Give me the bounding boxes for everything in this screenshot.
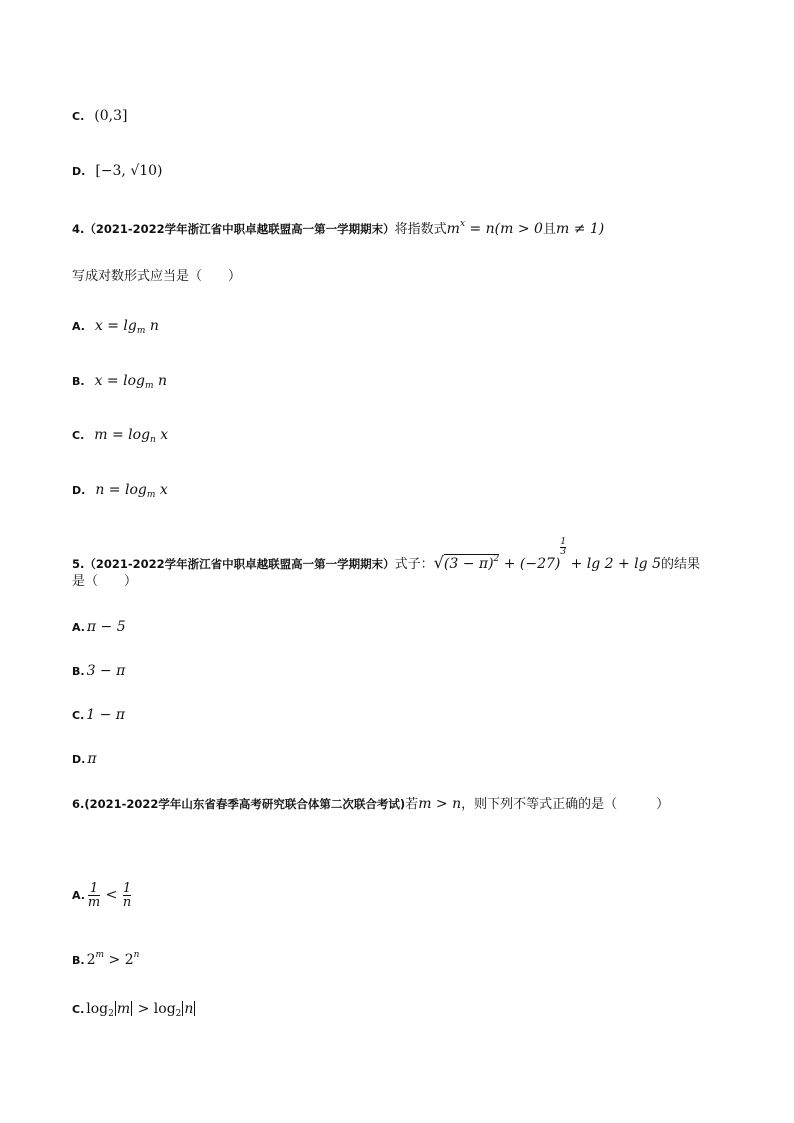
fraction-denominator: 3 bbox=[560, 547, 567, 557]
question-6-stem bbox=[72, 794, 669, 815]
question-5-stem-line2 bbox=[72, 571, 137, 592]
option-label: C. bbox=[72, 709, 85, 722]
option-math: x bbox=[155, 482, 168, 498]
radicand: (3 − π) bbox=[443, 556, 494, 572]
radical-sign: √ bbox=[433, 553, 444, 572]
math-function: log bbox=[86, 1001, 109, 1017]
option-label: C. bbox=[72, 429, 85, 442]
question-5-stem bbox=[72, 538, 700, 575]
abs-bar bbox=[115, 1001, 116, 1016]
conjunction: 且 bbox=[542, 222, 556, 237]
option-label: B. bbox=[72, 954, 85, 967]
question-source: 5.（2021-2022学年浙江省中职卓越联盟高一第一学期期末） bbox=[72, 557, 395, 571]
math-subscript: 2 bbox=[108, 1009, 114, 1019]
option-math: m = log bbox=[94, 427, 151, 443]
fraction-exponent bbox=[560, 538, 566, 557]
math-expression: + (−27) bbox=[499, 556, 561, 572]
question-source: 4.（2021-2022学年浙江省中职卓越联盟高一第一学期期末） bbox=[72, 222, 395, 236]
math-exponent: n bbox=[133, 950, 140, 960]
option-label: D. bbox=[72, 753, 86, 766]
option-c-prev bbox=[72, 106, 127, 127]
option-math: π − 5 bbox=[86, 619, 126, 635]
option-math: n bbox=[153, 373, 167, 389]
fraction bbox=[123, 882, 131, 909]
math-expression: + lg 2 + lg 5 bbox=[566, 556, 661, 572]
option-math: x bbox=[155, 427, 169, 443]
option-math: 1 − π bbox=[86, 707, 126, 723]
math-base: m bbox=[446, 221, 460, 237]
fraction-denominator: m bbox=[87, 894, 101, 910]
fraction-numerator: 1 bbox=[560, 537, 567, 547]
option-label: B. bbox=[72, 375, 85, 388]
option-math: [−3, √10) bbox=[95, 163, 163, 179]
option-label: A. bbox=[72, 320, 85, 333]
question-4-option-c bbox=[72, 425, 168, 450]
math-expression: = n(m > 0 bbox=[465, 221, 543, 237]
question-text: 写成对数形式应当是（ ） bbox=[72, 269, 242, 284]
question-5-option-c bbox=[72, 705, 125, 726]
question-6-option-a bbox=[72, 880, 132, 911]
math-condition: m > n bbox=[418, 796, 462, 812]
question-4-option-a bbox=[72, 316, 159, 341]
option-label: B. bbox=[72, 665, 85, 678]
math-exponent: m bbox=[95, 950, 105, 960]
option-label: A. bbox=[72, 621, 85, 634]
math-operator: < bbox=[101, 887, 122, 903]
math-subscript: m bbox=[146, 490, 156, 500]
math-subscript: n bbox=[150, 435, 156, 445]
option-math: 3 − π bbox=[86, 663, 126, 679]
question-5-option-b bbox=[72, 661, 125, 682]
math-base: 2 bbox=[124, 952, 134, 968]
math-subscript: m bbox=[144, 381, 154, 391]
math-function: log bbox=[153, 1001, 176, 1017]
option-math: n bbox=[145, 318, 159, 334]
option-math: x = log bbox=[94, 373, 145, 389]
math-expression: m ≠ 1) bbox=[555, 221, 605, 237]
option-math: (0,3] bbox=[94, 108, 128, 124]
question-source: 6.(2021-2022学年山东省春季高考研究联合体第二次联合考试) bbox=[72, 797, 406, 811]
option-math: x = lg bbox=[94, 318, 137, 334]
option-label: D. bbox=[72, 484, 86, 497]
abs-bar bbox=[131, 1001, 132, 1016]
abs-bar bbox=[194, 1001, 195, 1016]
option-label: A. bbox=[72, 889, 85, 902]
question-text: 的结果 bbox=[660, 557, 700, 572]
fraction bbox=[88, 882, 100, 909]
question-text: 式子： bbox=[394, 557, 434, 572]
option-math: π bbox=[87, 751, 97, 767]
fraction-numerator: 1 bbox=[89, 880, 99, 896]
question-text: ，则下列不等式正确的是（ ） bbox=[461, 797, 670, 812]
question-5-option-a bbox=[72, 617, 126, 638]
option-d-prev bbox=[72, 161, 163, 182]
option-label: C. bbox=[72, 1003, 85, 1016]
question-6-option-c bbox=[72, 999, 196, 1024]
option-label: D. bbox=[72, 165, 86, 178]
fraction-numerator: 1 bbox=[122, 880, 132, 896]
question-4-option-b bbox=[72, 371, 167, 396]
fraction-denominator: n bbox=[122, 894, 132, 910]
math-operator: > bbox=[133, 1001, 154, 1017]
math-exponent: 2 bbox=[493, 554, 500, 564]
question-text: 若 bbox=[405, 797, 419, 812]
question-5-option-d bbox=[72, 749, 97, 770]
math-subscript: 2 bbox=[175, 1009, 182, 1019]
math-operator: > bbox=[104, 952, 125, 968]
math-base: 2 bbox=[86, 952, 96, 968]
math-subscript: m bbox=[136, 326, 146, 336]
math-variable: m bbox=[116, 1001, 131, 1017]
option-label: C. bbox=[72, 110, 85, 123]
option-math: n = log bbox=[95, 482, 147, 498]
question-4-stem bbox=[72, 214, 604, 240]
question-4-stem-line2 bbox=[72, 266, 241, 287]
question-text: 将指数式 bbox=[394, 222, 447, 237]
question-text: 是（ ） bbox=[72, 574, 138, 589]
math-variable: n bbox=[184, 1001, 194, 1017]
math-exponent: x bbox=[459, 219, 466, 229]
question-6-option-b bbox=[72, 945, 139, 971]
question-4-option-d bbox=[72, 480, 168, 505]
